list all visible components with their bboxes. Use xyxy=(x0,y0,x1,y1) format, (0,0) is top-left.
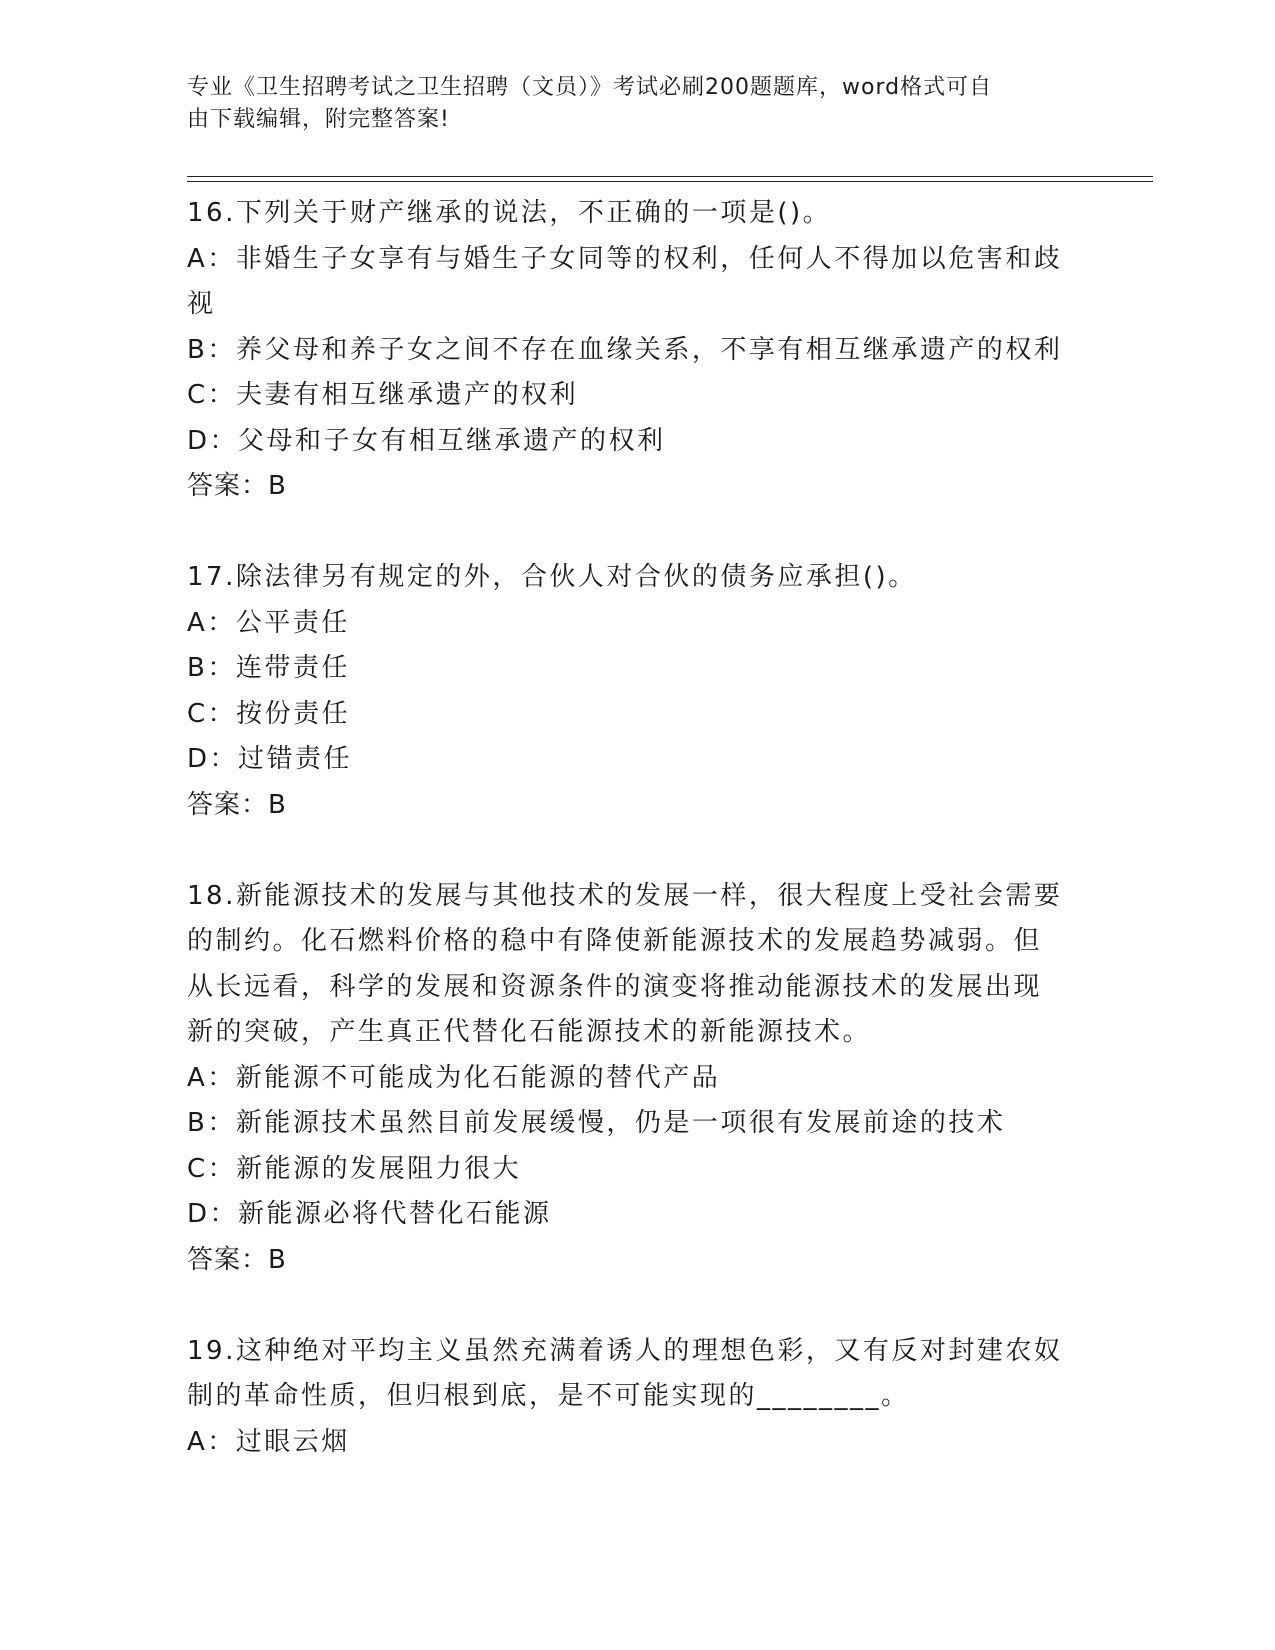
question-18 xyxy=(187,874,1087,1284)
option-b: B：新能源技术虽然目前发展缓慢，仍是一项很有发展前途的技术 xyxy=(187,1108,1006,1138)
option-c: C：按份责任 xyxy=(187,698,351,729)
question-list xyxy=(187,191,1087,1465)
option-a: A：公平责任 xyxy=(187,607,350,638)
answer-line: 答案：B xyxy=(187,1244,287,1275)
option-d: D：新能源必将代替化石能源 xyxy=(187,1199,552,1229)
question-stem: 17.除法律另有规定的外，合伙人对合伙的债务应承担()。 xyxy=(187,562,917,592)
answer-line: 答案：B xyxy=(187,789,287,820)
option-c: C：夫妻有相互继承遗产的权利 xyxy=(187,380,579,410)
question-stem-line-4: 新的突破，产生真正代替化石能源技术的新能源技术。 xyxy=(187,1017,872,1047)
option-d: D：过错责任 xyxy=(187,744,353,774)
question-16 xyxy=(187,191,1087,510)
option-c: C：新能源的发展阻力很大 xyxy=(187,1153,522,1184)
question-stem-line-1: 19.这种绝对平均主义虽然充满着诱人的理想色彩，又有反对封建农奴 xyxy=(187,1335,1063,1366)
option-b: B：养父母和养子女之间不存在血缘关系，不享有相互继承遗产的权利 xyxy=(187,334,1063,365)
option-d: D：父母和子女有相互继承遗产的权利 xyxy=(187,425,666,456)
question-stem-line-3: 从长远看，科学的发展和资源条件的演变将推动能源技术的发展出现 xyxy=(187,971,1043,1002)
question-19 xyxy=(187,1329,1087,1466)
header-line-1: 专业《卫生招聘考试之卫生招聘（文员）》考试必刷200题题库，word格式可自 xyxy=(187,75,993,100)
question-stem: 16.下列关于财产继承的说法，不正确的一项是()。 xyxy=(187,198,832,228)
spacer xyxy=(187,510,1087,556)
spacer xyxy=(187,1283,1087,1329)
question-17 xyxy=(187,555,1087,828)
header-rule-top xyxy=(187,176,1153,177)
option-b: B：连带责任 xyxy=(187,653,350,683)
question-stem-line-1: 18.新能源技术的发展与其他技术的发展一样，很大程度上受社会需要 xyxy=(187,880,1063,911)
header-rule-bottom xyxy=(187,181,1153,182)
option-a: A：非婚生子女享有与婚生子女同等的权利，任何人不得加以危害和歧 xyxy=(187,243,1063,274)
answer-line: 答案：B xyxy=(187,471,287,501)
document-header xyxy=(187,72,1087,136)
spacer xyxy=(187,828,1087,874)
question-stem-line-2: 的制约。化石燃料价格的稳中有降使新能源技术的发展趋势减弱。但 xyxy=(187,926,1043,956)
option-a: A：过眼云烟 xyxy=(187,1426,350,1457)
option-a-continued: 视 xyxy=(187,289,216,319)
question-stem-line-2: 制的革命性质，但归根到底，是不可能实现的________。 xyxy=(187,1381,910,1411)
header-line-2: 由下载编辑，附完整答案! xyxy=(187,107,450,132)
option-a: A：新能源不可能成为化石能源的替代产品 xyxy=(187,1062,721,1093)
